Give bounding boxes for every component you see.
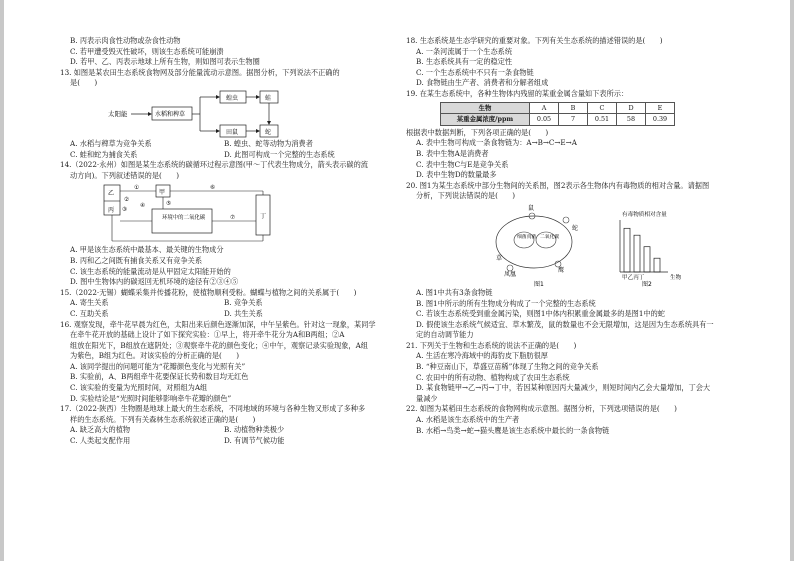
question-14-option-c: C. 该生态系统的能量流动是从甲固定太阳能开始的 (70, 266, 231, 276)
arrow-label-2: ② (124, 197, 130, 204)
question-16-option-d: D. 实验结论是“光照时间能够影响牵牛花瓣的颜色” (70, 393, 232, 403)
fig1-grass-label: 草 (496, 254, 503, 262)
question-18-option-d: D. 食物链由生产者、消费者和分解者组成 (416, 78, 549, 88)
arrow-label-3: ③ (122, 207, 128, 214)
question-15-stem: 15.（2022·无锡）蝴蝶采集并传播花粉，使植物顺利受粉。蝴蝶与植物之间的关系属于( ) (60, 287, 357, 297)
question-22-option-b: B. 水稻→鸟类→蛇→猫头鹰是该生态系统中最长的一条食物链 (416, 425, 610, 435)
question-22 (406, 404, 738, 436)
question-15-options-row1 (60, 298, 378, 309)
left-binding-edge (0, 0, 4, 561)
table-cell: 0.05 (530, 114, 559, 126)
question-21-option-d: D. 某食物链甲→乙→丙→丁中，若因某种原因丙大量减少，则短时间内乙会大量增加，丁会大 (416, 383, 711, 393)
question-17-options-row2 (60, 436, 378, 447)
chart-bar (634, 235, 640, 272)
question-13-option-d: D. 此图可构成一个完整的生态系统 (224, 149, 335, 159)
heavy-metal-table (440, 102, 675, 126)
question-17-option-c: C. 人类起支配作用 (70, 436, 131, 446)
chart-bar (644, 247, 650, 272)
question-17-option-d: D. 有调节气候功能 (224, 436, 285, 446)
question-13-options-row1 (60, 139, 378, 150)
chart-bar (654, 258, 660, 272)
carbon-cycle-diagram (60, 181, 378, 245)
question-21-option-c: C. 农田中的所有动物、植物构成了农田生态系统 (416, 372, 570, 382)
snake-icon (563, 217, 569, 223)
question-20-option-c: C. 若该生态系统受到重金属污染，则图1中体内积累重金属最多的是图1中的蛇 (416, 309, 665, 319)
arrow-label-4: ④ (140, 203, 146, 210)
question-17-stem-cont: 样的生态系统。下列有关森林生态系统叙述正确的是( ) (70, 414, 256, 424)
question-19-option-a: A. 表中生物可构成一条食物链为：A→B→C→E→A (416, 138, 577, 148)
question-18-stem: 18. 生态系统是生态学研究的重要对象。下列有关生态系统的描述错误的是( ) (406, 36, 663, 45)
question-16 (60, 320, 378, 405)
question-21-option-a: A. 生活在寒冷海域中的海豹皮下脂肪很厚 (416, 351, 548, 361)
question-13 (60, 68, 378, 160)
fig1-eagle-label: 鹰 (558, 266, 565, 274)
node-bing: 丙 (108, 207, 115, 215)
table-cell: 0.39 (646, 114, 675, 126)
question-21-option-b: B. “种豆南山下，草盛豆苗稀”体现了生物之间的竞争关系 (416, 362, 599, 372)
node-yi: 乙 (108, 190, 115, 198)
table-cell: 58 (617, 114, 646, 126)
question-13-options-row2 (60, 150, 378, 161)
table-row (441, 102, 675, 114)
carryover-option-d: D. 若甲、乙、丙表示地球上所有生物，则如图可表示生物圈 (70, 57, 260, 67)
question-19-option-d: D. 表中生物D的数量最多 (416, 170, 497, 180)
question-13-stem: 13. 如图是某农田生态系统食物网及部分能量流动示意图。据图分析，下列说法不正确的 (60, 67, 340, 77)
table-cell: D (617, 102, 646, 114)
question-14-option-b: B. 丙和乙之间既有捕食关系又有竞争关系 (70, 255, 203, 265)
question-19-option-c: C. 表中生物C与E是竞争关系 (416, 159, 509, 169)
question-14-stem: 14.（2022·永州）如图是某生态系统的碳循环过程示意图(甲～丁代表生物成分，箭头表示碳的流 (60, 160, 368, 170)
question-13-option-a: A. 水稻与稗草为竞争关系 (70, 138, 152, 148)
right-binding-edge (790, 0, 794, 561)
question-16-option-a: A. 该同学提出的问题可能为“花瓣颜色变化与光照有关” (70, 361, 246, 371)
node-env: 环境中的二氧化碳 (162, 215, 206, 222)
question-13-stem-cont: 是( ) (70, 78, 98, 88)
question-18-option-c: C. 一个生态系统中不只有一条食物链 (416, 67, 534, 77)
q20-figures (406, 202, 738, 288)
arrow-label-7: ⑦ (230, 215, 236, 222)
question-21 (406, 341, 738, 405)
table-cell: 0.51 (588, 114, 617, 126)
question-13-option-b: B. 蝗虫、蛇等动物为消费者 (224, 138, 313, 148)
node-jia: 甲 (159, 189, 166, 197)
food-web-diagram (60, 89, 378, 139)
question-15 (60, 288, 378, 320)
locust-label: 蝗虫 (226, 94, 239, 102)
carryover-option-b: B. 丙表示肉食性动物或杂食性动物 (70, 36, 181, 45)
fig1-phoenix-label: 凤凰 (504, 270, 517, 278)
question-18-option-a: A. 一条河流属于一个生态系统 (416, 46, 513, 56)
question-15-options-row2 (60, 309, 378, 320)
question-20 (406, 181, 738, 341)
question-19-option-b: B. 表中生物A是消费者 (416, 148, 489, 158)
chart-x-label: 甲乙丙丁 (622, 274, 645, 281)
question-17-options-row1 (60, 425, 378, 436)
carryover-option-c: C. 若甲遭受毁灭性破坏，则该生态系统可能崩溃 (70, 46, 224, 56)
table-cell: C (588, 102, 617, 114)
question-20-stem-cont: 分析，下列说法错误的是( ) (416, 191, 516, 201)
question-16-stem-cont3: 为紫色，B组为红色。对该实验的分析正确的是( ) (70, 351, 240, 361)
snake-label: 蛇 (265, 128, 272, 136)
question-17-stem: 17.（2022·陕西）生物圈是地球上最大的生态系统，不同地域的环境与各种生物又形成了多种多 (60, 404, 366, 414)
table-row (441, 114, 675, 126)
question-18-option-b: B. 生态系统具有一定的稳定性 (416, 57, 513, 67)
question-15-option-b: B. 竞争关系 (224, 298, 263, 308)
fig1-microbe-label: 细菌真菌 (517, 234, 537, 240)
question-20-option-a: A. 图1中共有3条食物链 (416, 287, 493, 297)
fig1-mouse-label: 鼠 (528, 204, 535, 212)
arrow-label-1: ① (134, 185, 140, 192)
table-cell: B (559, 102, 588, 114)
question-16-stem-cont2: 组放在阳光下，B组放在遮阴处；③观察牵牛花的颜色变化；④中午，观察记录实验现象，A组 (70, 340, 368, 350)
ecosystem-figure-1 (496, 204, 578, 288)
question-22-option-a: A. 水稻是该生态系统中的生产者 (416, 415, 520, 425)
question-20-option-d-cont: 定的自动调节能力 (416, 330, 474, 340)
table-cell: A (530, 102, 559, 114)
question-15-option-c: C. 互助关系 (70, 308, 109, 318)
question-13-option-c: C. 蛙和蛇为捕食关系 (70, 149, 138, 159)
right-column (406, 36, 738, 436)
question-21-stem: 21. 下列关于生物和生态系统的说法不正确的是( ) (406, 340, 577, 350)
mouse-label: 田鼠 (226, 128, 239, 136)
question-17-option-b: B. 动植物种类极少 (224, 425, 285, 435)
toxin-bar-chart (620, 210, 682, 288)
question-20-stem: 20. 图1为某生态系统中部分生物间的关系图，图2表示各生物体内有毒物质的相对含量。请据图 (406, 180, 710, 190)
question-16-stem: 16. 观察发现，牵牛花早晨为红色，太阳出来后颜色逐渐加深，中午呈紫色。针对这一现象，某同学 (60, 319, 376, 329)
question-16-option-b: B. 实验前，A、B两组牵牛花要保证长势和数目均无红色 (70, 372, 249, 382)
question-14 (60, 160, 378, 288)
question-21-option-d-cont: 量减少 (416, 393, 438, 403)
table-cell: 7 (559, 114, 588, 126)
question-19 (406, 89, 738, 181)
question-17 (60, 404, 378, 446)
fig1-co2-label: 二氧化碳 (540, 234, 560, 240)
question-20-option-b: B. 图1中所示的所有生物成分构成了一个完整的生态系统 (416, 298, 596, 308)
sun-label: 太阳能 (108, 109, 128, 118)
question-22-stem: 22. 如图为某稻田生态系统的食物网构成示意图。据图分析，下列选项错误的是( ) (406, 404, 677, 414)
question-15-option-a: A. 寄生关系 (70, 298, 109, 308)
table-header-concentration: 某重金属浓度/ppm (441, 114, 530, 126)
question-14-option-a: A. 甲是该生态系统中最基本、最关键的生物成分 (70, 245, 224, 255)
fig1-snake-label: 蛇 (572, 224, 579, 232)
chart-x-tail: 生物 (670, 274, 682, 281)
chart-y-label: 有毒物质相对含量 (622, 211, 667, 218)
question-20-option-d: D. 假使该生态系统气候适宜、草木繁茂，鼠的数量也不会无限增加，这是因为生态系统具有一 (416, 319, 714, 329)
fig1-caption: 图1 (534, 280, 544, 288)
question-15-option-d: D. 共生关系 (224, 308, 263, 318)
question-19-prompt: 根据表中数据判断，下列各项正确的是( ) (406, 127, 549, 137)
question-14-stem-cont: 动方向)。下列叙述错误的是( ) (70, 170, 180, 180)
question-18 (406, 36, 738, 89)
arrow-label-5: ⑤ (166, 201, 172, 208)
table-cell: E (646, 102, 675, 114)
chart-bar (624, 228, 630, 272)
question-19-stem: 19. 在某生态系统中，各种生物体内残留的某重金属含量如下表所示： (406, 88, 629, 98)
question-14-option-d: D. 图中生物体内的碳返回无机环境的途径有②③④⑤ (70, 277, 239, 287)
question-16-stem-cont1: 在牵牛花开放的基础上设计了如下探究实验：①早上，将开牵牛花分为A和B两组；②A (70, 330, 345, 340)
question-17-option-a: A. 缺乏高大的植物 (70, 425, 131, 435)
arrow-label-6: ⑥ (210, 185, 216, 192)
table-header-organism: 生物 (441, 102, 530, 114)
left-column (60, 36, 378, 447)
question-16-option-c: C. 该实验的变量为光照时间，对照组为A组 (70, 383, 208, 393)
fig2-caption: 图2 (642, 280, 652, 288)
node-ding: 丁 (260, 213, 267, 221)
plant-label: 水稻和稗草 (155, 110, 186, 118)
frog-label: 蛙 (265, 94, 272, 102)
